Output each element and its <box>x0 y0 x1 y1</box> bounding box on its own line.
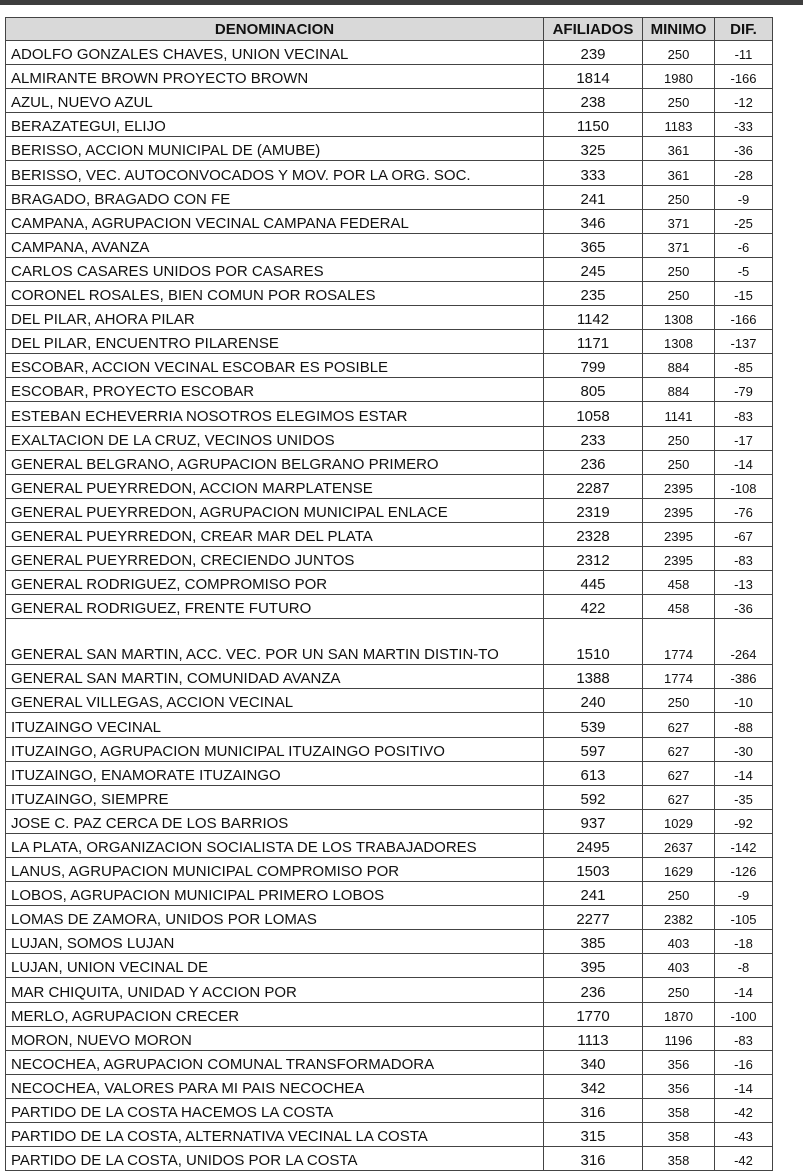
cell-dif: -14 <box>715 1074 773 1098</box>
table-row <box>6 930 773 954</box>
cell-denominacion: ITUZAINGO VECINAL <box>6 713 544 737</box>
cell-minimo: 2395 <box>643 522 715 546</box>
cell-minimo: 250 <box>643 281 715 305</box>
cell-dif: -79 <box>715 378 773 402</box>
cell-denominacion: ESTEBAN ECHEVERRIA NOSOTROS ELEGIMOS ESTAR <box>6 402 544 426</box>
table-row <box>6 713 773 737</box>
table-row <box>6 761 773 785</box>
cell-denominacion: BERAZATEGUI, ELIJO <box>6 113 544 137</box>
cell-denominacion: DEL PILAR, ENCUENTRO PILARENSE <box>6 330 544 354</box>
cell-dif: -264 <box>715 619 773 665</box>
cell-afiliados: 1113 <box>544 1026 643 1050</box>
cell-dif: -14 <box>715 761 773 785</box>
cell-denominacion: AZUL, NUEVO AZUL <box>6 89 544 113</box>
table-row <box>6 113 773 137</box>
cell-afiliados: 592 <box>544 785 643 809</box>
cell-dif: -25 <box>715 209 773 233</box>
cell-denominacion: ITUZAINGO, ENAMORATE ITUZAINGO <box>6 761 544 785</box>
cell-afiliados: 395 <box>544 954 643 978</box>
cell-minimo: 403 <box>643 954 715 978</box>
table-row <box>6 209 773 233</box>
cell-afiliados: 233 <box>544 426 643 450</box>
cell-minimo: 250 <box>643 426 715 450</box>
cell-dif: -14 <box>715 450 773 474</box>
cell-afiliados: 236 <box>544 978 643 1002</box>
cell-afiliados: 1150 <box>544 113 643 137</box>
cell-denominacion: GENERAL SAN MARTIN, COMUNIDAD AVANZA <box>6 665 544 689</box>
cell-minimo: 250 <box>643 882 715 906</box>
cell-denominacion: GENERAL PUEYRREDON, CREAR MAR DEL PLATA <box>6 522 544 546</box>
header-minimo: MINIMO <box>643 18 715 41</box>
cell-minimo: 250 <box>643 185 715 209</box>
table-row <box>6 41 773 65</box>
cell-denominacion: NECOCHEA, AGRUPACION COMUNAL TRANSFORMADORA <box>6 1050 544 1074</box>
table-row <box>6 737 773 761</box>
cell-minimo: 358 <box>643 1098 715 1122</box>
cell-afiliados: 539 <box>544 713 643 737</box>
cell-minimo: 458 <box>643 595 715 619</box>
cell-afiliados: 241 <box>544 185 643 209</box>
cell-minimo: 627 <box>643 761 715 785</box>
table-row <box>6 809 773 833</box>
cell-dif: -126 <box>715 858 773 882</box>
header-denominacion: DENOMINACION <box>6 18 544 41</box>
table-row <box>6 785 773 809</box>
cell-dif: -100 <box>715 1002 773 1026</box>
table-row <box>6 1123 773 1147</box>
cell-afiliados: 937 <box>544 809 643 833</box>
cell-denominacion: ESCOBAR, PROYECTO ESCOBAR <box>6 378 544 402</box>
cell-dif: -13 <box>715 571 773 595</box>
table-row <box>6 426 773 450</box>
cell-dif: -166 <box>715 306 773 330</box>
cell-minimo: 2382 <box>643 906 715 930</box>
cell-denominacion: NECOCHEA, VALORES PARA MI PAIS NECOCHEA <box>6 1074 544 1098</box>
cell-denominacion: LOMAS DE ZAMORA, UNIDOS POR LOMAS <box>6 906 544 930</box>
cell-afiliados: 1058 <box>544 402 643 426</box>
cell-afiliados: 2495 <box>544 833 643 857</box>
cell-minimo: 1774 <box>643 665 715 689</box>
cell-minimo: 250 <box>643 450 715 474</box>
cell-denominacion: GENERAL RODRIGUEZ, COMPROMISO POR <box>6 571 544 595</box>
table-row <box>6 665 773 689</box>
table-row <box>6 306 773 330</box>
cell-afiliados: 315 <box>544 1123 643 1147</box>
table-row <box>6 161 773 185</box>
cell-dif: -36 <box>715 595 773 619</box>
cell-afiliados: 1142 <box>544 306 643 330</box>
table-row <box>6 882 773 906</box>
cell-minimo: 403 <box>643 930 715 954</box>
cell-afiliados: 385 <box>544 930 643 954</box>
cell-denominacion: EXALTACION DE LA CRUZ, VECINOS UNIDOS <box>6 426 544 450</box>
table-row <box>6 906 773 930</box>
cell-minimo: 1183 <box>643 113 715 137</box>
table-header-row <box>6 18 773 41</box>
cell-denominacion: LA PLATA, ORGANIZACION SOCIALISTA DE LOS TRABAJADORES <box>6 833 544 857</box>
cell-minimo: 361 <box>643 137 715 161</box>
cell-minimo: 356 <box>643 1050 715 1074</box>
cell-dif: -105 <box>715 906 773 930</box>
cell-afiliados: 245 <box>544 257 643 281</box>
cell-minimo: 250 <box>643 257 715 281</box>
cell-afiliados: 316 <box>544 1147 643 1171</box>
cell-minimo: 2637 <box>643 833 715 857</box>
cell-denominacion: PARTIDO DE LA COSTA HACEMOS LA COSTA <box>6 1098 544 1122</box>
cell-afiliados: 1814 <box>544 65 643 89</box>
cell-denominacion: PARTIDO DE LA COSTA, UNIDOS POR LA COSTA <box>6 1147 544 1171</box>
table-row <box>6 281 773 305</box>
cell-denominacion: MERLO, AGRUPACION CRECER <box>6 1002 544 1026</box>
cell-afiliados: 1770 <box>544 1002 643 1026</box>
table-body <box>6 41 773 1171</box>
cell-minimo: 884 <box>643 354 715 378</box>
cell-denominacion: ESCOBAR, ACCION VECINAL ESCOBAR ES POSIBLE <box>6 354 544 378</box>
cell-afiliados: 445 <box>544 571 643 595</box>
cell-minimo: 1980 <box>643 65 715 89</box>
cell-denominacion: LUJAN, SOMOS LUJAN <box>6 930 544 954</box>
table-row <box>6 402 773 426</box>
table-row <box>6 833 773 857</box>
cell-afiliados: 1388 <box>544 665 643 689</box>
cell-denominacion: GENERAL BELGRANO, AGRUPACION BELGRANO PRIMERO <box>6 450 544 474</box>
cell-denominacion: LUJAN, UNION VECINAL DE <box>6 954 544 978</box>
cell-dif: -6 <box>715 233 773 257</box>
cell-minimo: 627 <box>643 713 715 737</box>
cell-afiliados: 1171 <box>544 330 643 354</box>
cell-denominacion: PARTIDO DE LA COSTA, ALTERNATIVA VECINAL LA COSTA <box>6 1123 544 1147</box>
cell-minimo: 361 <box>643 161 715 185</box>
cell-dif: -28 <box>715 161 773 185</box>
cell-afiliados: 2287 <box>544 474 643 498</box>
cell-afiliados: 597 <box>544 737 643 761</box>
cell-afiliados: 2328 <box>544 522 643 546</box>
cell-minimo: 371 <box>643 209 715 233</box>
table-row <box>6 498 773 522</box>
cell-afiliados: 342 <box>544 1074 643 1098</box>
table-row <box>6 1002 773 1026</box>
cell-minimo: 2395 <box>643 474 715 498</box>
cell-denominacion: CORONEL ROSALES, BIEN COMUN POR ROSALES <box>6 281 544 305</box>
table-row <box>6 978 773 1002</box>
cell-dif: -18 <box>715 930 773 954</box>
cell-dif: -42 <box>715 1098 773 1122</box>
cell-denominacion: LANUS, AGRUPACION MUNICIPAL COMPROMISO POR <box>6 858 544 882</box>
cell-afiliados: 240 <box>544 689 643 713</box>
cell-dif: -92 <box>715 809 773 833</box>
cell-afiliados: 1510 <box>544 619 643 665</box>
table-row <box>6 1098 773 1122</box>
cell-dif: -35 <box>715 785 773 809</box>
cell-minimo: 1029 <box>643 809 715 833</box>
cell-denominacion: GENERAL PUEYRREDON, AGRUPACION MUNICIPAL ENLACE <box>6 498 544 522</box>
top-border <box>0 0 803 5</box>
cell-minimo: 627 <box>643 785 715 809</box>
cell-afiliados: 340 <box>544 1050 643 1074</box>
cell-dif: -33 <box>715 113 773 137</box>
cell-denominacion: JOSE C. PAZ CERCA DE LOS BARRIOS <box>6 809 544 833</box>
cell-minimo: 884 <box>643 378 715 402</box>
cell-dif: -30 <box>715 737 773 761</box>
cell-minimo: 2395 <box>643 546 715 570</box>
affiliates-table <box>5 17 773 1171</box>
table-row <box>6 689 773 713</box>
cell-afiliados: 422 <box>544 595 643 619</box>
cell-denominacion: CAMPANA, AGRUPACION VECINAL CAMPANA FEDERAL <box>6 209 544 233</box>
table-row <box>6 954 773 978</box>
cell-minimo: 458 <box>643 571 715 595</box>
cell-minimo: 2395 <box>643 498 715 522</box>
cell-dif: -42 <box>715 1147 773 1171</box>
table-row <box>6 1147 773 1171</box>
cell-dif: -88 <box>715 713 773 737</box>
table-row <box>6 137 773 161</box>
cell-denominacion: LOBOS, AGRUPACION MUNICIPAL PRIMERO LOBOS <box>6 882 544 906</box>
cell-denominacion: DEL PILAR, AHORA PILAR <box>6 306 544 330</box>
cell-minimo: 250 <box>643 978 715 1002</box>
cell-dif: -16 <box>715 1050 773 1074</box>
cell-afiliados: 325 <box>544 137 643 161</box>
cell-afiliados: 1503 <box>544 858 643 882</box>
cell-afiliados: 235 <box>544 281 643 305</box>
table-row <box>6 65 773 89</box>
cell-minimo: 1629 <box>643 858 715 882</box>
table-row <box>6 522 773 546</box>
cell-dif: -17 <box>715 426 773 450</box>
cell-denominacion: ADOLFO GONZALES CHAVES, UNION VECINAL <box>6 41 544 65</box>
cell-afiliados: 236 <box>544 450 643 474</box>
cell-dif: -36 <box>715 137 773 161</box>
cell-denominacion: ALMIRANTE BROWN PROYECTO BROWN <box>6 65 544 89</box>
cell-minimo: 1870 <box>643 1002 715 1026</box>
cell-minimo: 358 <box>643 1123 715 1147</box>
table-row <box>6 571 773 595</box>
table-row <box>6 330 773 354</box>
cell-dif: -142 <box>715 833 773 857</box>
table-row <box>6 233 773 257</box>
cell-minimo: 627 <box>643 737 715 761</box>
cell-minimo: 250 <box>643 89 715 113</box>
table-row <box>6 354 773 378</box>
cell-dif: -9 <box>715 882 773 906</box>
cell-afiliados: 238 <box>544 89 643 113</box>
cell-dif: -83 <box>715 402 773 426</box>
cell-minimo: 250 <box>643 41 715 65</box>
cell-dif: -8 <box>715 954 773 978</box>
header-dif: DIF. <box>715 18 773 41</box>
cell-denominacion: ITUZAINGO, AGRUPACION MUNICIPAL ITUZAINGO POSITIVO <box>6 737 544 761</box>
cell-minimo: 1308 <box>643 330 715 354</box>
cell-afiliados: 241 <box>544 882 643 906</box>
table-row <box>6 1050 773 1074</box>
table-row <box>6 89 773 113</box>
cell-minimo: 371 <box>643 233 715 257</box>
cell-dif: -43 <box>715 1123 773 1147</box>
cell-dif: -83 <box>715 1026 773 1050</box>
cell-denominacion: GENERAL VILLEGAS, ACCION VECINAL <box>6 689 544 713</box>
cell-dif: -108 <box>715 474 773 498</box>
cell-denominacion: GENERAL SAN MARTIN, ACC. VEC. POR UN SAN MARTIN DISTIN-TO <box>6 619 544 665</box>
cell-afiliados: 316 <box>544 1098 643 1122</box>
cell-minimo: 1308 <box>643 306 715 330</box>
cell-dif: -10 <box>715 689 773 713</box>
cell-denominacion: GENERAL PUEYRREDON, CRECIENDO JUNTOS <box>6 546 544 570</box>
cell-denominacion: GENERAL PUEYRREDON, ACCION MARPLATENSE <box>6 474 544 498</box>
cell-denominacion: MORON, NUEVO MORON <box>6 1026 544 1050</box>
cell-dif: -14 <box>715 978 773 1002</box>
cell-dif: -5 <box>715 257 773 281</box>
cell-denominacion: BRAGADO, BRAGADO CON FE <box>6 185 544 209</box>
cell-dif: -137 <box>715 330 773 354</box>
cell-afiliados: 346 <box>544 209 643 233</box>
cell-denominacion: BERISSO, VEC. AUTOCONVOCADOS Y MOV. POR LA ORG. SOC. <box>6 161 544 185</box>
cell-denominacion: ITUZAINGO, SIEMPRE <box>6 785 544 809</box>
cell-dif: -12 <box>715 89 773 113</box>
cell-dif: -83 <box>715 546 773 570</box>
cell-dif: -85 <box>715 354 773 378</box>
cell-dif: -9 <box>715 185 773 209</box>
header-afiliados: AFILIADOS <box>544 18 643 41</box>
table-row <box>6 474 773 498</box>
cell-afiliados: 333 <box>544 161 643 185</box>
cell-afiliados: 805 <box>544 378 643 402</box>
cell-dif: -15 <box>715 281 773 305</box>
table-row <box>6 858 773 882</box>
cell-denominacion: MAR CHIQUITA, UNIDAD Y ACCION POR <box>6 978 544 1002</box>
cell-afiliados: 2312 <box>544 546 643 570</box>
cell-afiliados: 2277 <box>544 906 643 930</box>
table-row <box>6 450 773 474</box>
cell-denominacion: CAMPANA, AVANZA <box>6 233 544 257</box>
cell-afiliados: 799 <box>544 354 643 378</box>
cell-dif: -166 <box>715 65 773 89</box>
cell-dif: -67 <box>715 522 773 546</box>
cell-dif: -386 <box>715 665 773 689</box>
cell-afiliados: 2319 <box>544 498 643 522</box>
cell-minimo: 250 <box>643 689 715 713</box>
table-row <box>6 1074 773 1098</box>
table-row <box>6 595 773 619</box>
cell-minimo: 356 <box>643 1074 715 1098</box>
table-row <box>6 619 773 665</box>
table-row <box>6 185 773 209</box>
cell-denominacion: CARLOS CASARES UNIDOS POR CASARES <box>6 257 544 281</box>
cell-afiliados: 613 <box>544 761 643 785</box>
cell-afiliados: 365 <box>544 233 643 257</box>
table-row <box>6 378 773 402</box>
cell-denominacion: BERISSO, ACCION MUNICIPAL DE (AMUBE) <box>6 137 544 161</box>
cell-afiliados: 239 <box>544 41 643 65</box>
cell-minimo: 1774 <box>643 619 715 665</box>
cell-dif: -11 <box>715 41 773 65</box>
table-row <box>6 257 773 281</box>
cell-denominacion: GENERAL RODRIGUEZ, FRENTE FUTURO <box>6 595 544 619</box>
cell-minimo: 358 <box>643 1147 715 1171</box>
cell-minimo: 1141 <box>643 402 715 426</box>
cell-dif: -76 <box>715 498 773 522</box>
table-row <box>6 1026 773 1050</box>
cell-minimo: 1196 <box>643 1026 715 1050</box>
table-row <box>6 546 773 570</box>
